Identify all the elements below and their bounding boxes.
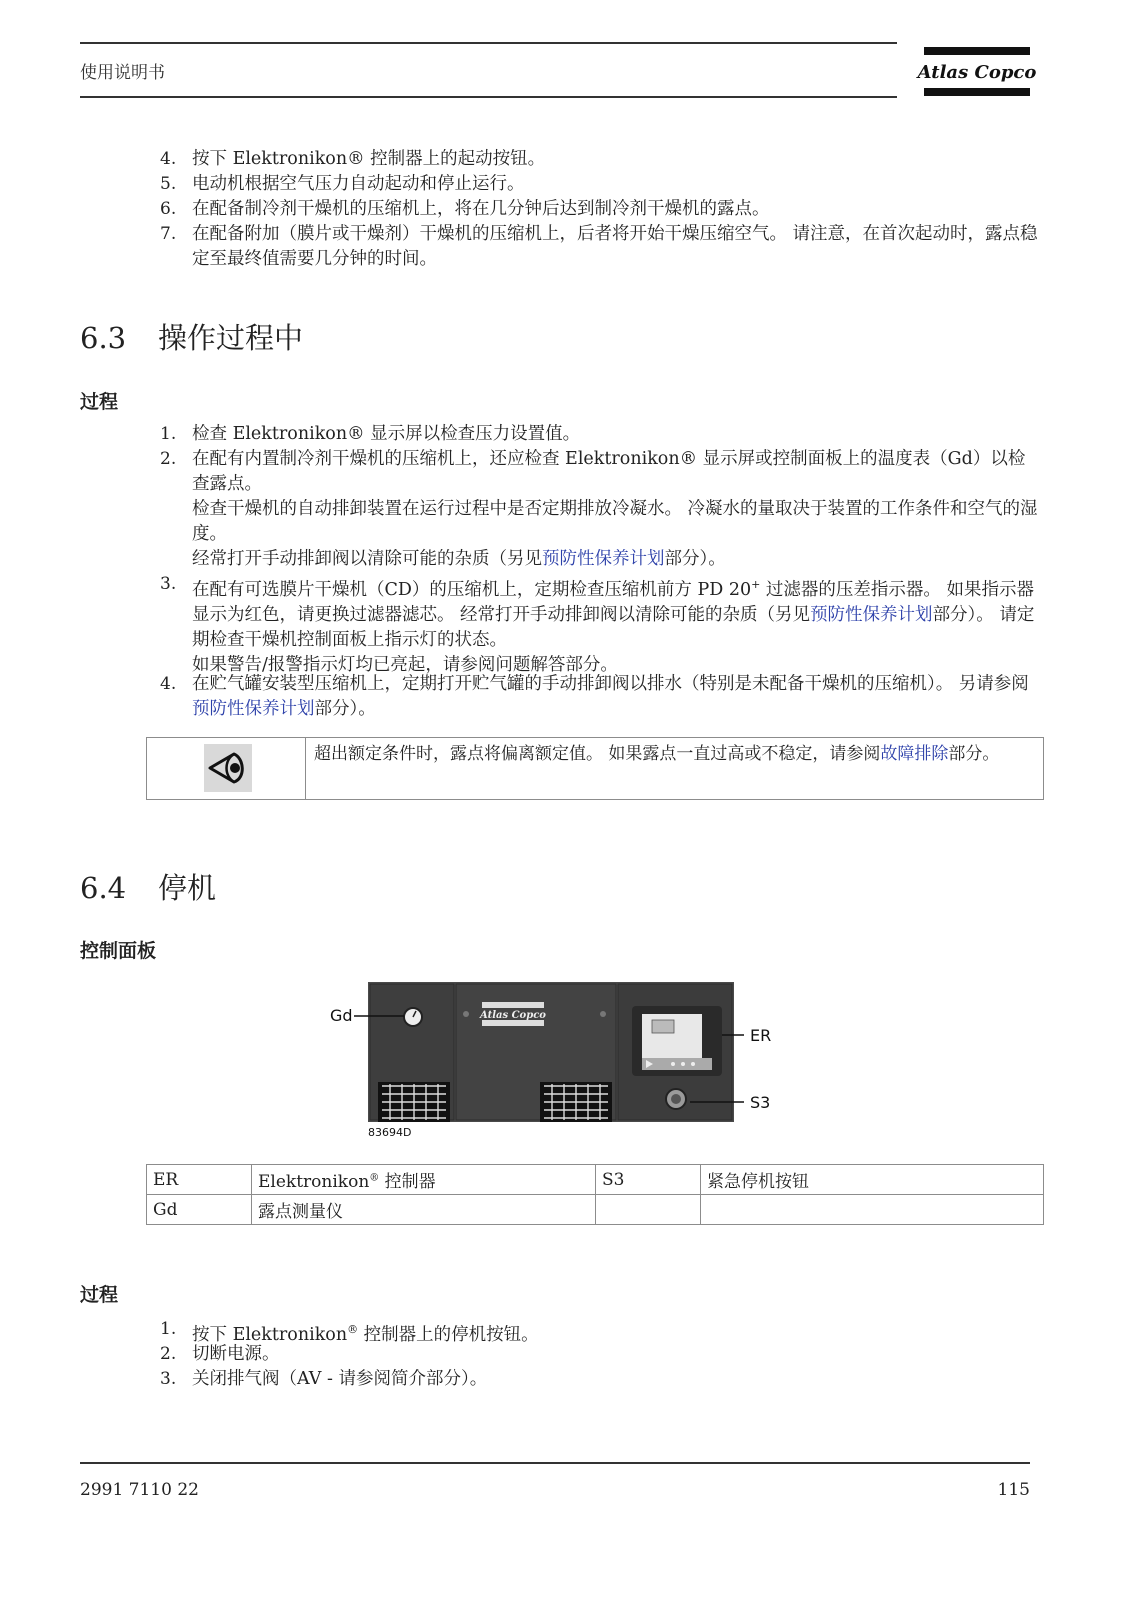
step-number: 3. [160,574,177,594]
table-cell: S3 [596,1165,701,1195]
step-text: 按下 Elektronikon® 控制器上的起动按钮。 [192,149,546,169]
section-number: 6.4 [80,871,127,905]
step-paragraph: 在配有可选膜片干燥机（CD）的压缩机上，定期检查压缩机前方 PD 20+ 过滤器的压差指示器。 如果指示器显示为红色，请更换过滤器滤芯。 经常打开手动排卸阀以清除可能的杂质（另见预防性保养计划部分）。 请定期检查干燥机控制面板上指示灯的状态。 [192,578,1035,650]
section-number: 6.3 [80,321,127,355]
step-number: 6. [160,199,177,219]
maintenance-plan-link[interactable]: 预防性保养计划 [192,699,315,719]
label-gd: Gd [330,1006,353,1025]
step-number: 2. [160,449,177,469]
section-heading-6-3 [80,316,303,357]
maintenance-plan-link[interactable]: 预防性保养计划 [542,549,665,569]
table-cell: ER [147,1165,252,1195]
step-text: 检查 Elektronikon® 显示屏以检查压力设置值。 [192,424,581,444]
step-number: 5. [160,174,177,194]
step-text: 切断电源。 [192,1344,280,1364]
table-cell: Gd [147,1195,252,1225]
table-row [147,1165,1044,1195]
maintenance-plan-link[interactable]: 预防性保养计划 [810,604,933,625]
note-text: 超出额定条件时，露点将偏离额定值。 如果露点一直过高或不稳定，请参阅故障排除部分。 [314,744,1000,764]
section-title: 停机 [158,871,217,905]
logo-text: Atlas Copco [917,62,1037,83]
eye-icon [204,744,252,792]
table-cell [701,1195,1044,1225]
step-text [192,447,1042,572]
table-cell [596,1195,701,1225]
procedure-heading: 过程 [80,391,119,413]
vent-grille-right [540,1082,612,1122]
document-title: 使用说明书 [80,63,165,83]
figure-brand: Atlas Copco [480,1010,546,1021]
step-text [192,572,1042,678]
table-cell: Elektronikon® 控制器 [252,1165,596,1195]
step-text [192,672,1042,722]
page-number: 115 [997,1480,1030,1500]
section-heading-6-4 [80,866,216,907]
header-rule-bottom [80,96,897,98]
vent-grille-left [378,1082,450,1122]
step-number: 7. [160,224,177,244]
step-number: 4. [160,674,177,694]
step-text: 关闭排气阀（AV - 请参阅简介部分）。 [192,1369,488,1389]
step-number: 1. [160,1319,177,1339]
step-text: 在配备附加（膜片或干燥剂）干燥机的压缩机上，后者将开始干燥压缩空气。 请注意，在首次起动时，露点稳定至最终值需要几分钟的时间。 [192,224,1038,269]
header-rule-top [80,42,897,44]
legend-table [146,1164,1044,1225]
figure-code: 83694D [368,1126,412,1139]
procedure-heading: 过程 [80,1284,119,1306]
footer-rule [80,1462,1030,1464]
step-text: 按下 Elektronikon® 控制器上的停机按钮。 [192,1323,539,1345]
label-s3: S3 [750,1093,771,1112]
troubleshooting-link[interactable]: 故障排除 [880,744,949,764]
control-panel-heading: 控制面板 [80,940,157,962]
step-paragraph: 在贮气罐安装型压缩机上，定期打开贮气罐的手动排卸阀以排水（特别是未配备干燥机的压缩机）。 另请参阅预防性保养计划部分）。 [192,674,1029,719]
note-box [146,737,1044,800]
step-number: 3. [160,1369,177,1389]
control-panel-figure [330,980,800,1140]
document-number: 2991 7110 22 [80,1480,199,1500]
step-paragraph: 检查干燥机的自动排卸装置在运行过程中是否定期排放冷凝水。 冷凝水的量取决于装置的工作条件和空气的湿度。 [192,499,1038,544]
label-er: ER [750,1026,772,1045]
table-row [147,1195,1044,1225]
step-text: 在配备制冷剂干燥机的压缩机上，将在几分钟后达到制冷剂干燥机的露点。 [192,199,770,219]
step-number: 1. [160,424,177,444]
step-paragraph: 经常打开手动排卸阀以清除可能的杂质（另见预防性保养计划部分）。 [192,549,726,569]
note-divider [305,738,306,799]
step-number: 2. [160,1344,177,1364]
table-cell: 露点测量仪 [252,1195,596,1225]
section-title: 操作过程中 [158,321,304,355]
step-text: 电动机根据空气压力自动起动和停止运行。 [192,174,525,194]
step-paragraph: 在配有内置制冷剂干燥机的压缩机上，还应检查 Elektronikon® 显示屏或控制面板上的温度表（Gd）以检查露点。 [192,449,1026,494]
table-cell: 紧急停机按钮 [701,1165,1044,1195]
step-number: 4. [160,149,177,169]
atlas-copco-logo [917,46,1037,98]
step-paragraph: 如果警告/报警指示灯均已亮起，请参阅问题解答部分。 [192,654,618,675]
